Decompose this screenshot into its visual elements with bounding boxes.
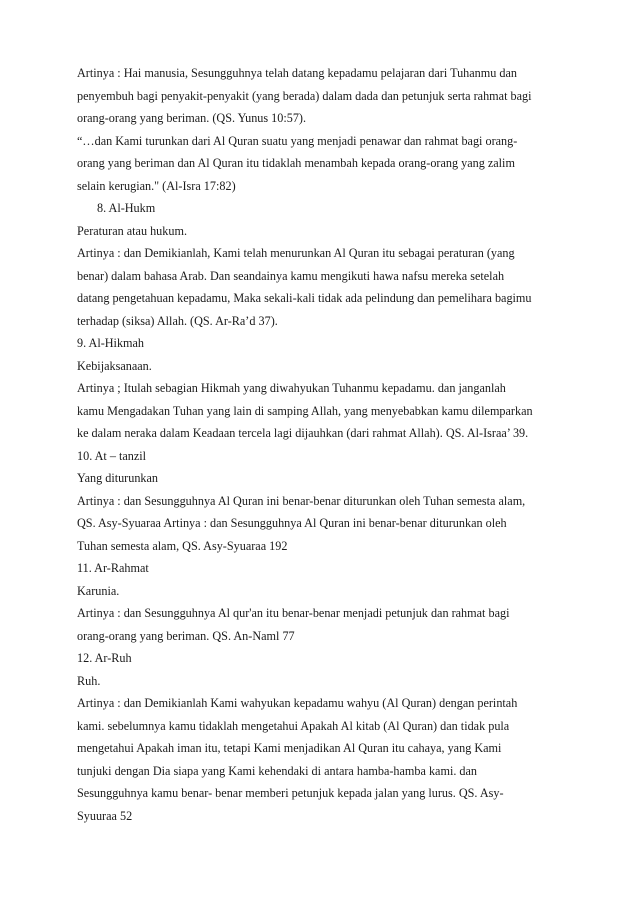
paragraph-meaning-12 xyxy=(77,670,577,693)
paragraph-heading-9 xyxy=(77,332,577,355)
paragraph-translation-yunus xyxy=(77,62,577,130)
text-line: orang yang beriman dan Al Quran itu tidaklah menambah kepada orang-orang yang zalim xyxy=(77,156,515,170)
document-page xyxy=(77,62,577,827)
paragraph-meaning-9 xyxy=(77,355,577,378)
text-line: Sesungguhnya kamu benar- benar memberi petunjuk kepada jalan yang lurus. QS. Asy- xyxy=(77,786,504,800)
text-line: mengetahui Apakah iman itu, tetapi Kami menjadikan Al Quran itu cahaya, yang Kami xyxy=(77,741,502,755)
text-line: Artinya ; Itulah sebagian Hikmah yang diwahyukan Tuhanmu kepadamu. dan janganlah xyxy=(77,381,506,395)
text-line: Artinya : dan Sesungguhnya Al Quran ini benar-benar diturunkan oleh Tuhan semesta alam, xyxy=(77,493,526,508)
text-line: penyembuh bagi penyakit-penyakit (yang berada) dalam dada dan petunjuk serta rahmat bagi xyxy=(77,88,532,103)
paragraph-meaning-10 xyxy=(77,467,577,490)
paragraph-meaning-11 xyxy=(77,580,577,603)
text-line: Artinya : dan Demikianlah, Kami telah menurunkan Al Quran itu sebagai peraturan (yang xyxy=(77,246,515,260)
paragraph-translation-an-naml xyxy=(77,602,577,647)
text-line: Kebijaksanaan. xyxy=(77,358,152,373)
paragraph-meaning-8 xyxy=(77,220,577,243)
text-line: datang pengetahuan kepadamu, Maka sekali-kali tidak ada pelindung dan pemelihara bagimu xyxy=(77,291,532,305)
text-line: kamu Mengadakan Tuhan yang lain di samping Allah, yang menyebabkan kamu dilemparkan xyxy=(77,403,533,418)
paragraph-heading-11 xyxy=(77,557,577,580)
text-line: 9. Al-Hikmah xyxy=(77,336,145,350)
paragraph-heading-8 xyxy=(77,197,577,220)
text-line: 10. At – tanzil xyxy=(77,448,147,463)
text-line: terhadap (siksa) Allah. (QS. Ar-Ra’d 37). xyxy=(77,313,278,328)
text-line: 11. Ar-Rahmat xyxy=(77,561,149,575)
text-line: tunjuki dengan Dia siapa yang Kami kehendaki di antara hamba-hamba kami. dan xyxy=(77,763,478,778)
text-line: ke dalam neraka dalam Keadaan tercela lagi dijauhkan (dari rahmat Allah). QS. Al-Israa’ 39. xyxy=(77,426,529,440)
text-line: Tuhan semesta alam, QS. Asy-Syuaraa 192 xyxy=(77,538,288,553)
text-line: benar) dalam bahasa Arab. Dan seandainya kamu mengikuti hawa nafsu mereka setelah xyxy=(77,268,505,283)
text-line: Artinya : dan Demikianlah Kami wahyukan kepadamu wahyu (Al Quran) dengan perintah xyxy=(77,696,518,710)
text-line: orang-orang yang beriman. QS. An-Naml 77 xyxy=(77,628,295,643)
text-line: 12. Ar-Ruh xyxy=(77,651,132,665)
text-line: Syuuraa 52 xyxy=(77,808,133,823)
paragraph-translation-asy-syuuraa xyxy=(77,692,577,827)
text-line: orang-orang yang beriman. (QS. Yunus 10:57). xyxy=(77,111,307,125)
text-line: Artinya : Hai manusia, Sesungguhnya telah datang kepadamu pelajaran dari Tuhanmu dan xyxy=(77,66,517,80)
paragraph-quote-al-isra xyxy=(77,130,577,198)
text-line: Peraturan atau hukum. xyxy=(77,223,187,238)
text-line: QS. Asy-Syuaraa Artinya : dan Sesungguhnya Al Quran ini benar-benar diturunkan oleh xyxy=(77,516,507,530)
text-line: Yang diturunkan xyxy=(77,471,159,485)
text-line: Karunia. xyxy=(77,583,120,598)
paragraph-translation-al-israa xyxy=(77,377,577,445)
text-line: 8. Al-Hukm xyxy=(97,201,156,215)
paragraph-heading-12 xyxy=(77,647,577,670)
paragraph-translation-asy-syuaraa xyxy=(77,490,577,558)
text-line: kami. sebelumnya kamu tidaklah mengetahui Apakah Al kitab (Al Quran) dan tidak pula xyxy=(77,718,510,733)
paragraph-translation-ar-rad xyxy=(77,242,577,332)
text-line: Ruh. xyxy=(77,673,101,688)
text-line: Artinya : dan Sesungguhnya Al qur'an itu benar-benar menjadi petunjuk dan rahmat bagi xyxy=(77,606,510,620)
paragraph-heading-10 xyxy=(77,445,577,468)
text-line: selain kerugian." (Al-Isra 17:82) xyxy=(77,178,236,193)
text-line: “…dan Kami turunkan dari Al Quran suatu yang menjadi penawar dan rahmat bagi orang- xyxy=(77,133,518,148)
